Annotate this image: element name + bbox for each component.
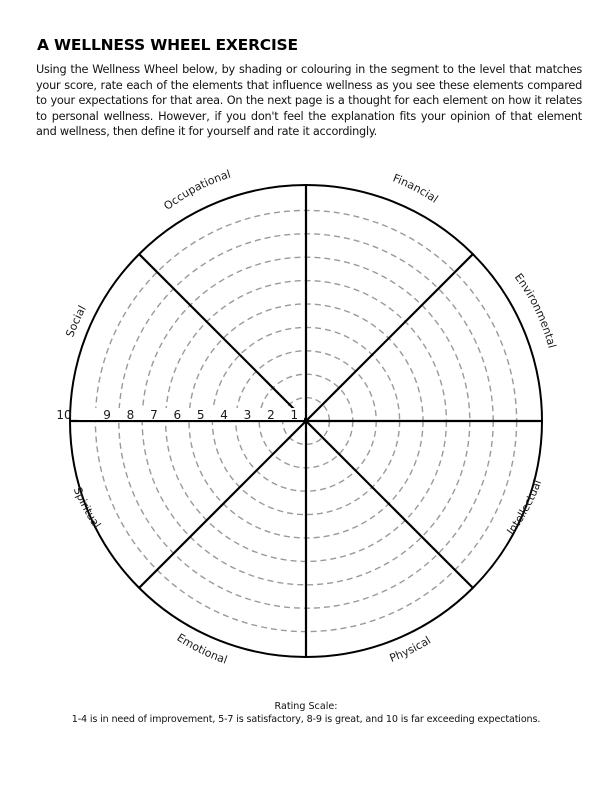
scale-label-8: 8 <box>126 408 135 422</box>
scale-label-10: 10 <box>56 408 72 422</box>
segment-label-occupational: Occupational <box>161 167 233 213</box>
segment-dividers <box>70 185 545 657</box>
scale-label-9: 9 <box>103 408 111 422</box>
scale-label-5: 5 <box>196 408 205 422</box>
scale-label-7: 7 <box>150 408 158 422</box>
segment-label-social: Social <box>63 303 89 339</box>
scale-label-3: 3 <box>243 408 252 422</box>
segment-label-financial: Financial <box>391 171 441 206</box>
page-title: A WELLNESS WHEEL EXERCISE <box>37 36 298 54</box>
scale-label-1: 1 <box>290 408 299 422</box>
segment-label-physical: Physical <box>387 633 434 665</box>
segment-label-environmental: Environmental <box>511 270 559 350</box>
scale-label-6: 6 <box>173 408 182 422</box>
rating-scale-heading: Rating Scale: <box>274 701 338 712</box>
instructions-paragraph: Using the Wellness Wheel below, by shading or colouring in the segment to the level that matches your score, rate each of the elements that influence wellness as you see these elements compared to your expectations for that area. On the next page is a thought for each element on how it relates to personal wellness. However, if you don't feel the explanation fits your opinion of that element and wellness, then define it for yourself and rate it accordingly. <box>36 63 582 139</box>
segment-label-intellectual: Intellectual <box>504 478 545 538</box>
scale-label-4: 4 <box>220 408 228 422</box>
segment-label-emotional: Emotional <box>174 630 229 667</box>
rating-scale-text: 1-4 is in need of improvement, 5-7 is satisfactory, 8-9 is great, and 10 is far exceeding expectations. <box>71 714 541 725</box>
scale-label-2: 2 <box>267 408 275 422</box>
segment-label-spiritual: Spiritual <box>70 485 104 531</box>
